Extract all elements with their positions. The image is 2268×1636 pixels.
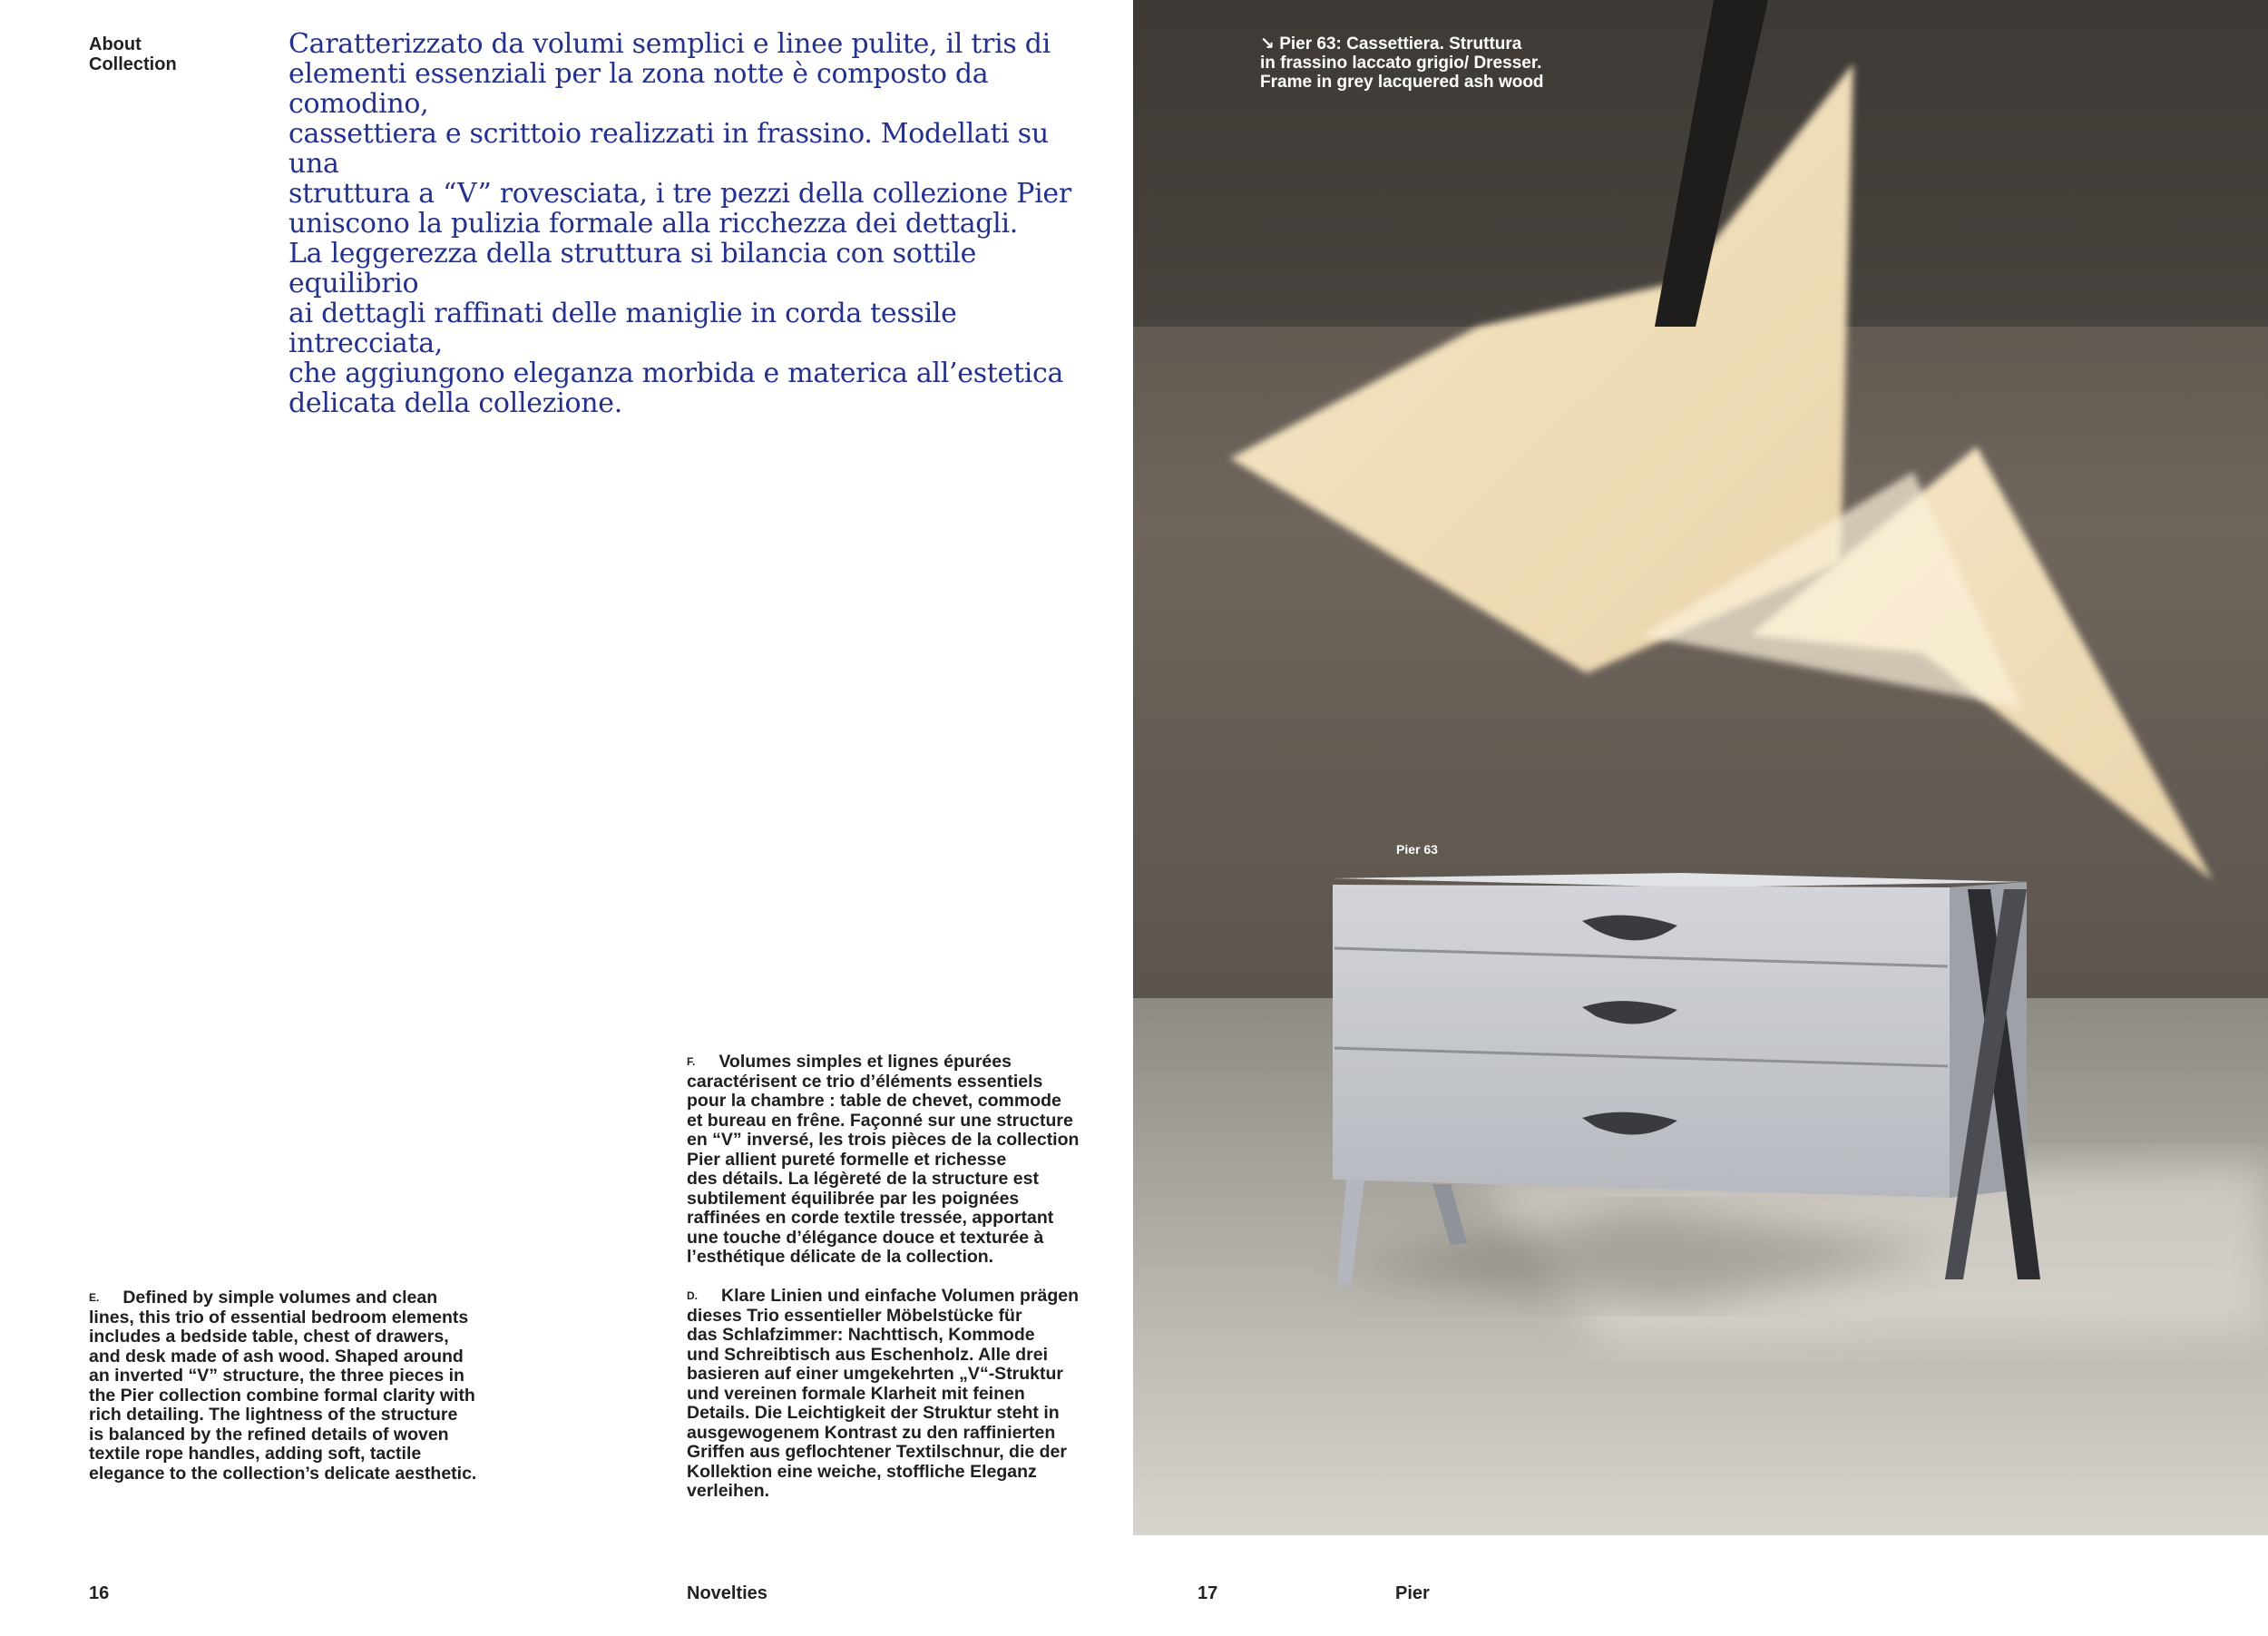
page-number-left: 16	[89, 1583, 110, 1603]
paragraph-line: une touche d’élégance douce et texturée à	[687, 1227, 1044, 1248]
paragraph-line: the Pier collection combine formal clarity with	[89, 1385, 475, 1406]
paragraph-line: Griffen aus geflochtener Textilschnur, die der	[687, 1442, 1067, 1462]
paragraph-line: is balanced by the refined details of woven	[89, 1424, 449, 1445]
paragraph-line: lines, this trio of essential bedroom elements	[89, 1307, 469, 1327]
page-number-right: 17	[1198, 1583, 1218, 1603]
paragraph-line: et bureau en frêne. Façonné sur une structure	[687, 1110, 1073, 1131]
paragraph-line: des détails. La légèreté de la structure est	[687, 1169, 1039, 1189]
intro-text-italian: Caratterizzato da volumi semplici e linee pulite, il tris di elementi essenziali per la zona notte è composto da comodino, cassettiera e scrittoio realizzati in frassino. Modellati su una struttura a “V” rovesciata, i tre pezzi della collezione Pier uniscono la pulizia formale alla ricchezza dei dettagli. La leggerezza della struttura si bilancia con sottile equilibrio ai dettagli raffinati delle maniglie in corda tessile intrecciata, che aggiungono eleganza morbida e materica all’estetica delicata della collezione.	[288, 28, 1071, 419]
paragraph-line: dieses Trio essentieller Möbelstücke für	[687, 1305, 1022, 1326]
language-marker: F.	[687, 1055, 696, 1068]
paragraph-line: basieren auf einer umgekehrten „V“-Struktur	[687, 1364, 1064, 1384]
paragraph-line: an inverted “V” structure, the three pieces in	[89, 1366, 464, 1386]
paragraph-line: includes a bedside table, chest of drawers,	[89, 1327, 449, 1347]
paragraph-line: subtilement équilibrée par les poignées	[687, 1188, 1020, 1209]
paragraph-line: Details. Die Leichtigkeit der Struktur steht in	[687, 1403, 1060, 1423]
paragraph-line: en “V” inversé, les trois pièces de la collection	[687, 1130, 1080, 1150]
paragraph-line: Pier allient pureté formelle et richesse	[687, 1149, 1007, 1170]
paragraph-line: ausgewogenem Kontrast zu den raffinierten	[687, 1422, 1056, 1443]
paragraph-line: Klare Linien und einfache Volumen prägen	[721, 1286, 1080, 1306]
paragraph-line: Defined by simple volumes and clean	[122, 1288, 438, 1308]
paragraph-line: rich detailing. The lightness of the structure	[89, 1405, 458, 1425]
paragraph-line: caractérisent ce trio d’éléments essentiels	[687, 1071, 1043, 1092]
paragraph-line: raffinées en corde textile tressée, apportant	[687, 1208, 1054, 1228]
paragraph-line: Kollektion eine weiche, stoffliche Eleganz	[687, 1461, 1037, 1482]
paragraph-line: das Schlafzimmer: Nachttisch, Kommode	[687, 1325, 1035, 1345]
text-block-french	[687, 1053, 1086, 1268]
running-title-right: Pier	[1395, 1583, 1430, 1603]
paragraph-line: elegance to the collection’s delicate aesthetic.	[89, 1463, 477, 1484]
section-label: About Collection	[89, 34, 177, 74]
photo-caption: ↘ Pier 63: Cassettiera. Struttura in frassino laccato grigio/ Dresser. Frame in grey lacquered ash wood	[1260, 34, 1544, 92]
language-marker: D.	[687, 1289, 698, 1302]
text-block-german	[687, 1287, 1086, 1502]
language-marker: E.	[89, 1291, 100, 1304]
paragraph-line: und vereinen formale Klarheit mit feinen	[687, 1383, 1025, 1404]
product-photo	[1133, 0, 2268, 1535]
paragraph-line: l’esthétique délicate de la collection.	[687, 1247, 994, 1267]
paragraph-line: and desk made of ash wood. Shaped around	[89, 1346, 464, 1367]
text-block-english	[89, 1288, 488, 1484]
paragraph-line: Volumes simples et lignes épurées	[719, 1052, 1012, 1072]
paragraph-line: textile rope handles, adding soft, tactile	[89, 1444, 422, 1464]
product-tag: Pier 63	[1396, 842, 1438, 857]
paragraph-line: pour la chambre : table de chevet, commode	[687, 1091, 1061, 1111]
running-title-left: Novelties	[687, 1583, 767, 1603]
paragraph-line: und Schreibtisch aus Eschenholz. Alle drei	[687, 1344, 1049, 1365]
photo-illustration	[1133, 0, 2268, 1535]
paragraph-line: verleihen.	[687, 1481, 770, 1501]
